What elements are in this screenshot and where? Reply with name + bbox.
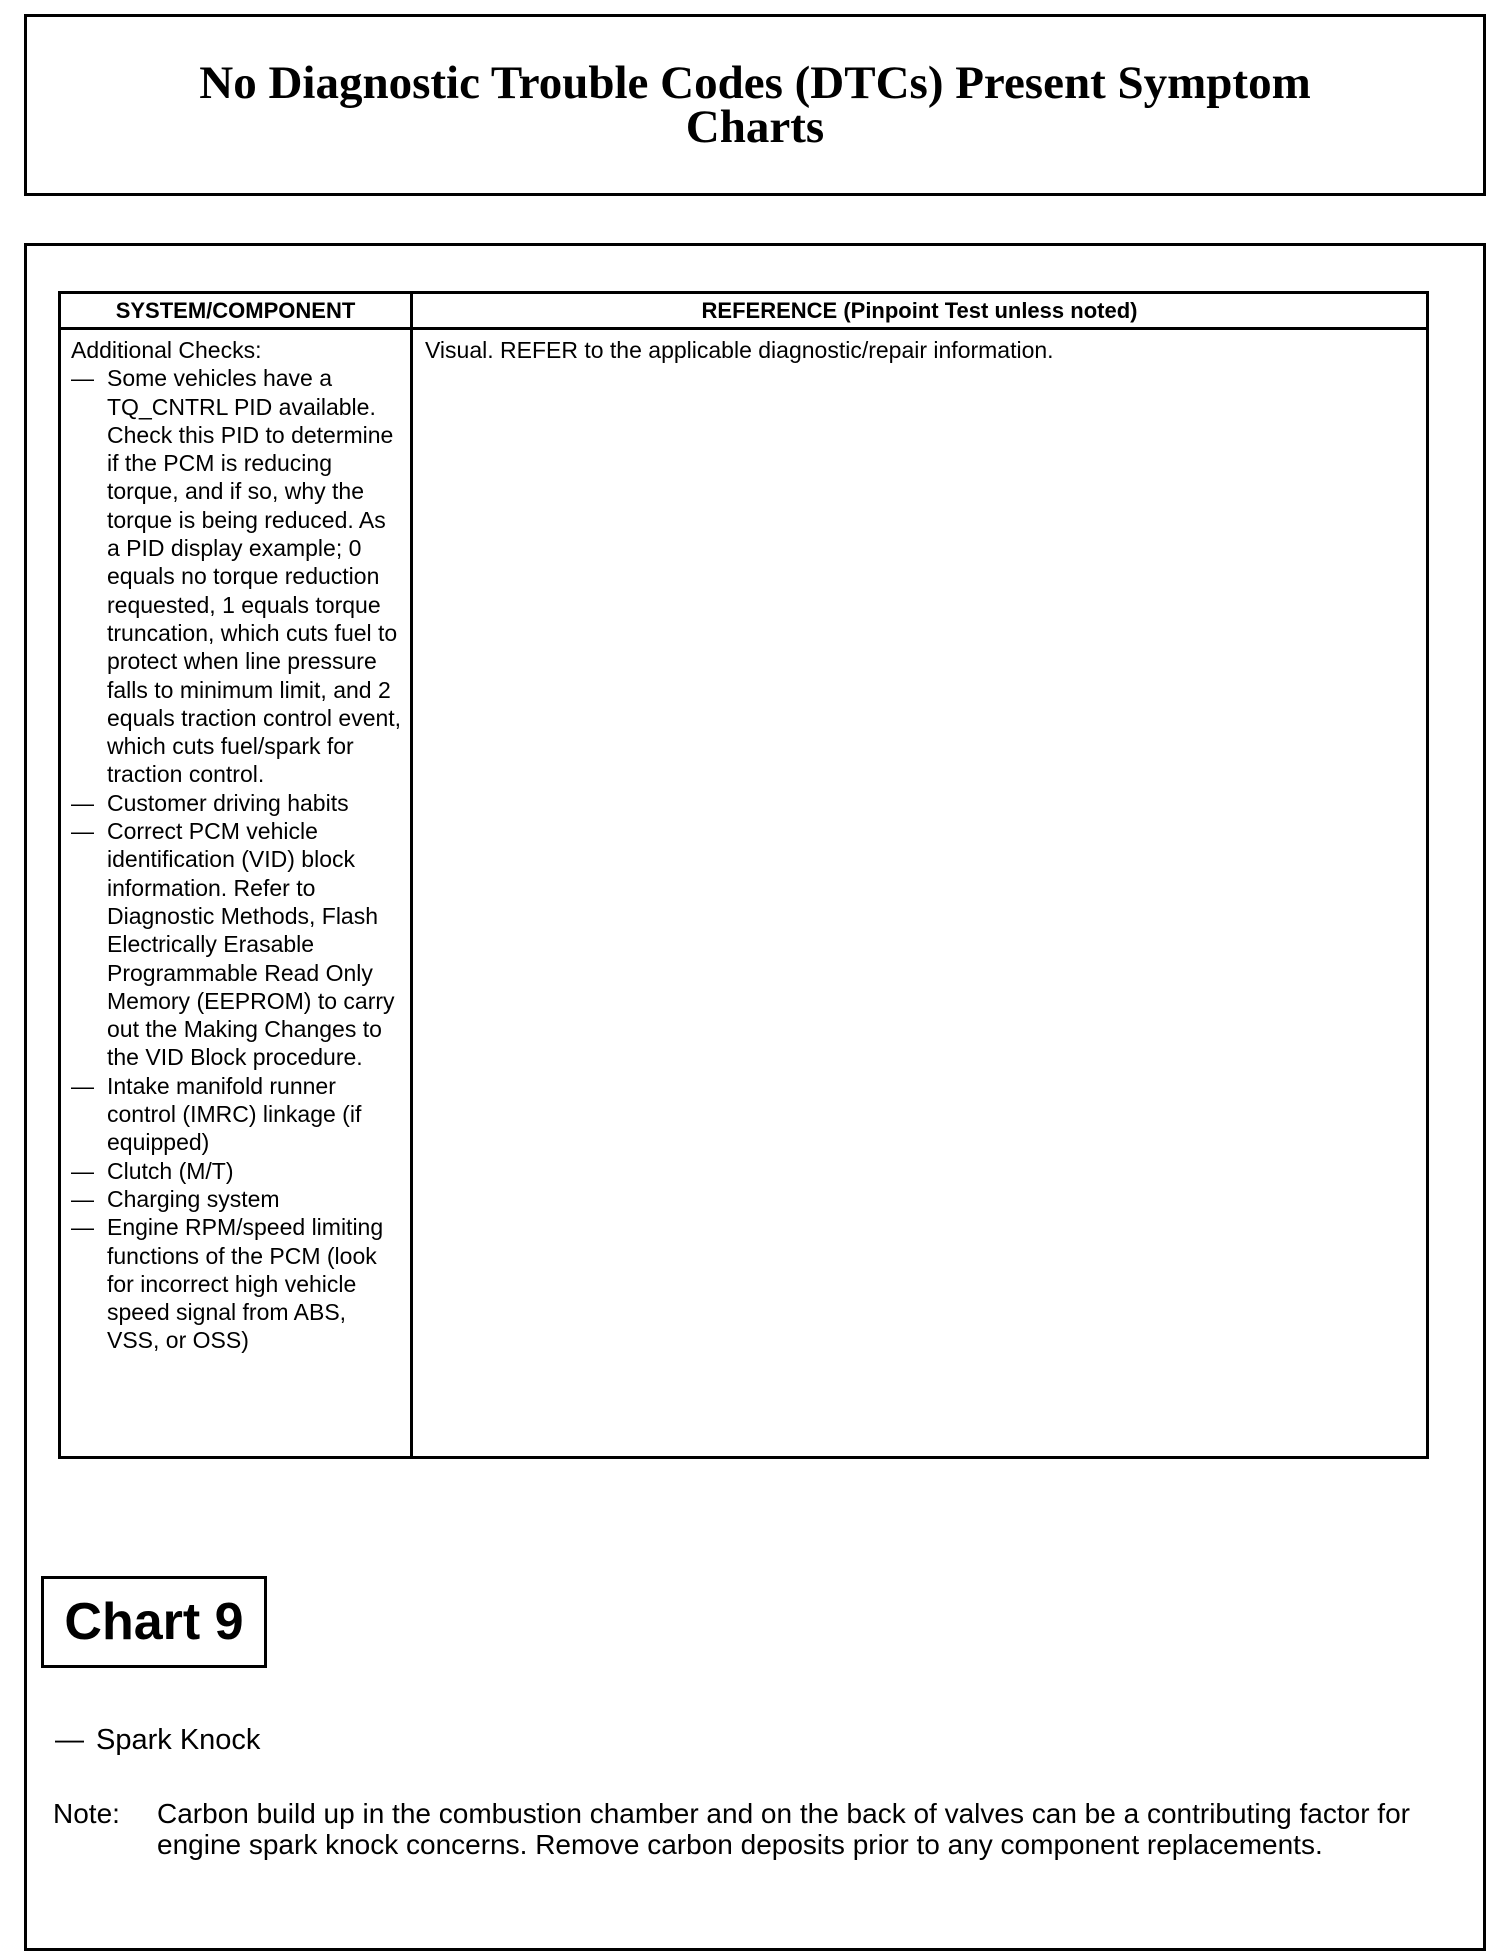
symptom-text: Spark Knock (96, 1724, 261, 1756)
page-title-line-1: No Diagnostic Trouble Codes (DTCs) Present Symptom (199, 57, 1311, 109)
chart-label: Chart 9 (64, 1593, 244, 1651)
symptom-dash: — (55, 1724, 84, 1756)
table-header-row (60, 293, 1428, 329)
check-item-vid-block: — Correct PCM vehicle identification (VID) block information. Refer to Diagnostic Methods, Flash Electrically Erasable Programmable Read Only Memory (EEPROM) to carry out the Making Changes to the VID Block procedure. (71, 817, 402, 1072)
column-header-system-component: SYSTEM/COMPONENT (60, 293, 412, 329)
note-block (53, 1798, 1453, 1860)
additional-checks-list (71, 364, 402, 1354)
symptom-chart-panel (24, 243, 1486, 1951)
check-item-charging-system: — Charging system (71, 1185, 402, 1213)
system-component-cell (60, 329, 412, 1458)
check-item-clutch: — Clutch (M/T) (71, 1157, 402, 1185)
check-item-tq-cntrl-pid: — Some vehicles have a TQ_CNTRL PID available. Check this PID to determine if the PCM is reducing torque, and if so, why the torque is being reduced. As a PID display example; 0 equals no torque reduction requested, 1 equals torque truncation, which cuts fuel to protect when line pressure falls to minimum limit, and 2 equals traction control event, which cuts fuel/spark for traction control. (71, 364, 402, 788)
symptom-item (55, 1724, 260, 1757)
chart-label-box (41, 1576, 267, 1668)
additional-checks-heading: Additional Checks: (71, 337, 262, 363)
table-row (60, 329, 1428, 1458)
check-item-driving-habits: — Customer driving habits (71, 789, 402, 817)
page-title-box (24, 14, 1486, 196)
page-title (199, 57, 1311, 153)
reference-cell: Visual. REFER to the applicable diagnostic/repair information. (412, 329, 1428, 1458)
check-item-imrc-linkage: — Intake manifold runner control (IMRC) linkage (if equipped) (71, 1072, 402, 1157)
column-header-reference: REFERENCE (Pinpoint Test unless noted) (412, 293, 1428, 329)
page-title-line-2: Charts (685, 101, 825, 153)
check-item-rpm-speed-limiting: — Engine RPM/speed limiting functions of the PCM (look for incorrect high vehicle speed signal from ABS, VSS, or OSS) (71, 1213, 402, 1354)
reference-table (58, 291, 1429, 1459)
note-label: Note: (53, 1798, 120, 1829)
note-text: Carbon build up in the combustion chamber and on the back of valves can be a contributing factor for engine spark knock concerns. Remove carbon deposits prior to any component replacements. (157, 1798, 1410, 1860)
